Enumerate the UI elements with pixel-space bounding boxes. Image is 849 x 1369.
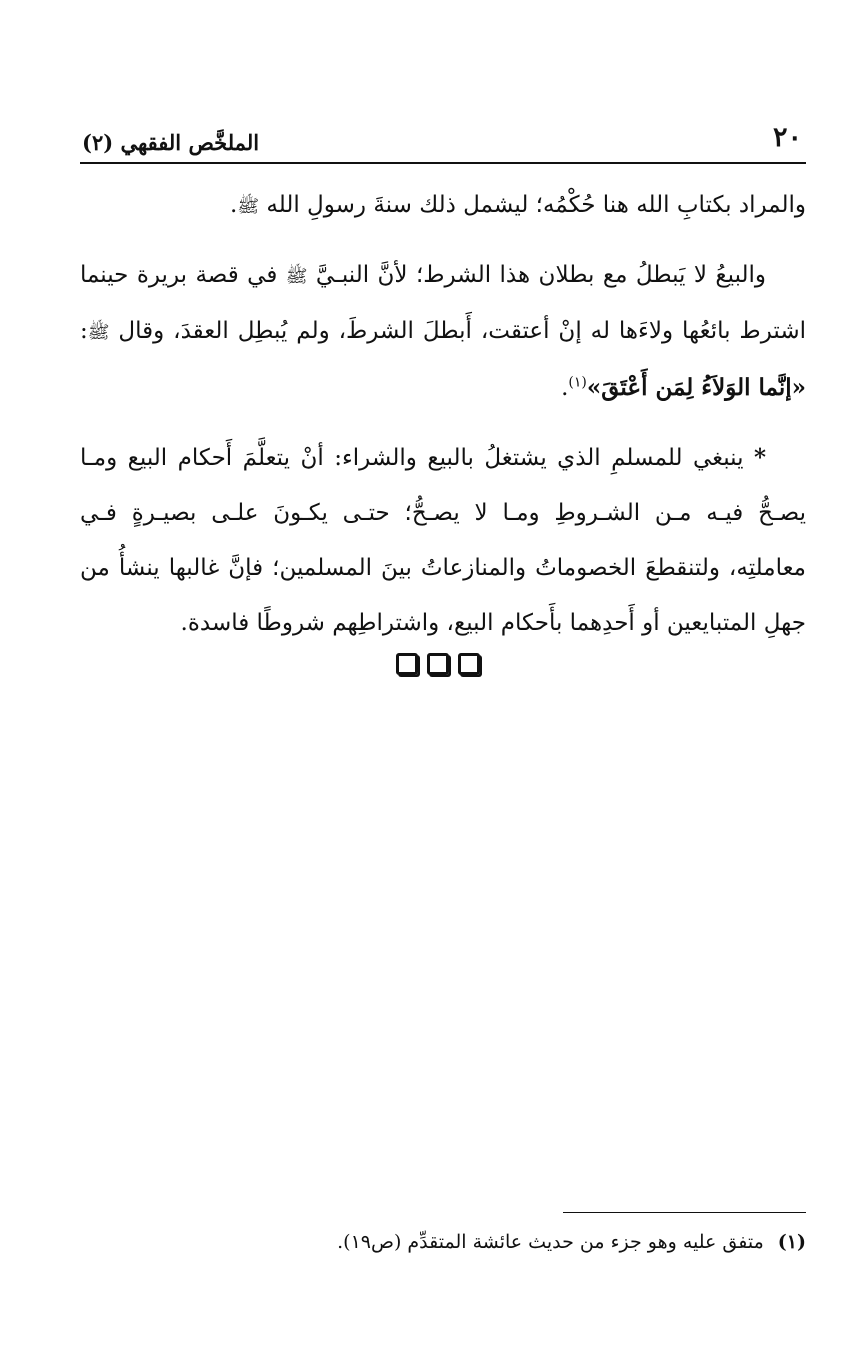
footnote-reference: (١)	[568, 374, 587, 391]
page-header	[80, 120, 806, 164]
paragraph-3-text: ينبغي للمسلمِ الذي يشتغلُ بالبيع والشراء: أنْ يتعلَّمَ أَحكام البيع ومـا يصـحُّ فيـه مـن الشـروطِ ومـا لا يصـحُّ؛ حتـى يكـونَ علـى بصيـرةٍ فـي معاملتِه، ولتنقطعَ الخصوماتُ والمنازعاتُ بينَ المسلمين؛ فإنَّ غالبها ينشأُ من جهلِ المتبايعين أو أَحدِهما بأَحكام البيع، واشتراطِهم شروطًا فاسدة.	[80, 445, 806, 636]
main-text	[80, 178, 806, 665]
section-separator	[396, 653, 506, 679]
running-title: الملخَّص الفقهي (٢)	[82, 130, 260, 155]
salutation-symbol: ﷺ	[237, 196, 260, 217]
paragraph-2-text-a: والبيعُ لا يَبطلُ مع بطلان هذا الشرط؛ لأنَّ النبـيَّ	[315, 262, 767, 288]
paragraph-1-text: والمراد بكتابِ الله هنا حُكْمُه؛ ليشمل ذلك سنةَ رسولِ الله	[266, 192, 806, 218]
paragraph-2-text-b: في قصة بريرة حينما اشترط بائعُها ولاءَها له إنْ أعتقت، أَبطلَ الشرطَ، ولم يُبطِل العقدَ، وقال	[80, 262, 806, 344]
footnote-divider	[563, 1212, 806, 1213]
paragraph-2-colon: :	[80, 318, 88, 344]
footnote-text: متفق عليه وهو جزء من حديث عائشة المتقدِّم (ص١٩).	[337, 1231, 764, 1253]
paragraph-2: والبيعُ لا يَبطلُ مع بطلان هذا الشرط؛ لأنَّ النبـيَّ ﷺ في قصة بريرة حينما اشترط بائعُها ولاءَها له إنْ أعتقت، أَبطلَ الشرطَ، ولم يُبطِل العقدَ، وقال ﷺ: «إنَّما الوَلاَءُ لِمَن أَعْتَقَ»$^{(١)}$.	[80, 262, 806, 401]
square-box-icon	[458, 653, 480, 675]
asterisk-icon: *	[753, 444, 766, 471]
salutation-symbol: ﷺ	[87, 322, 110, 343]
square-box-icon	[396, 653, 418, 675]
page-number: ٢٠	[772, 122, 802, 153]
square-box-icon	[427, 653, 449, 675]
paragraph-3	[80, 430, 806, 651]
footnote-marker: (١)	[777, 1231, 806, 1253]
footnote	[80, 1225, 806, 1259]
paragraph-1: والمراد بكتابِ الله هنا حُكْمُه؛ ليشمل ذلك سنةَ رسولِ الله ﷺ.	[230, 192, 806, 218]
hadith-quote: «إنَّما الوَلاَءُ لِمَن أَعْتَقَ»	[586, 374, 806, 401]
salutation-symbol: ﷺ	[285, 266, 308, 287]
